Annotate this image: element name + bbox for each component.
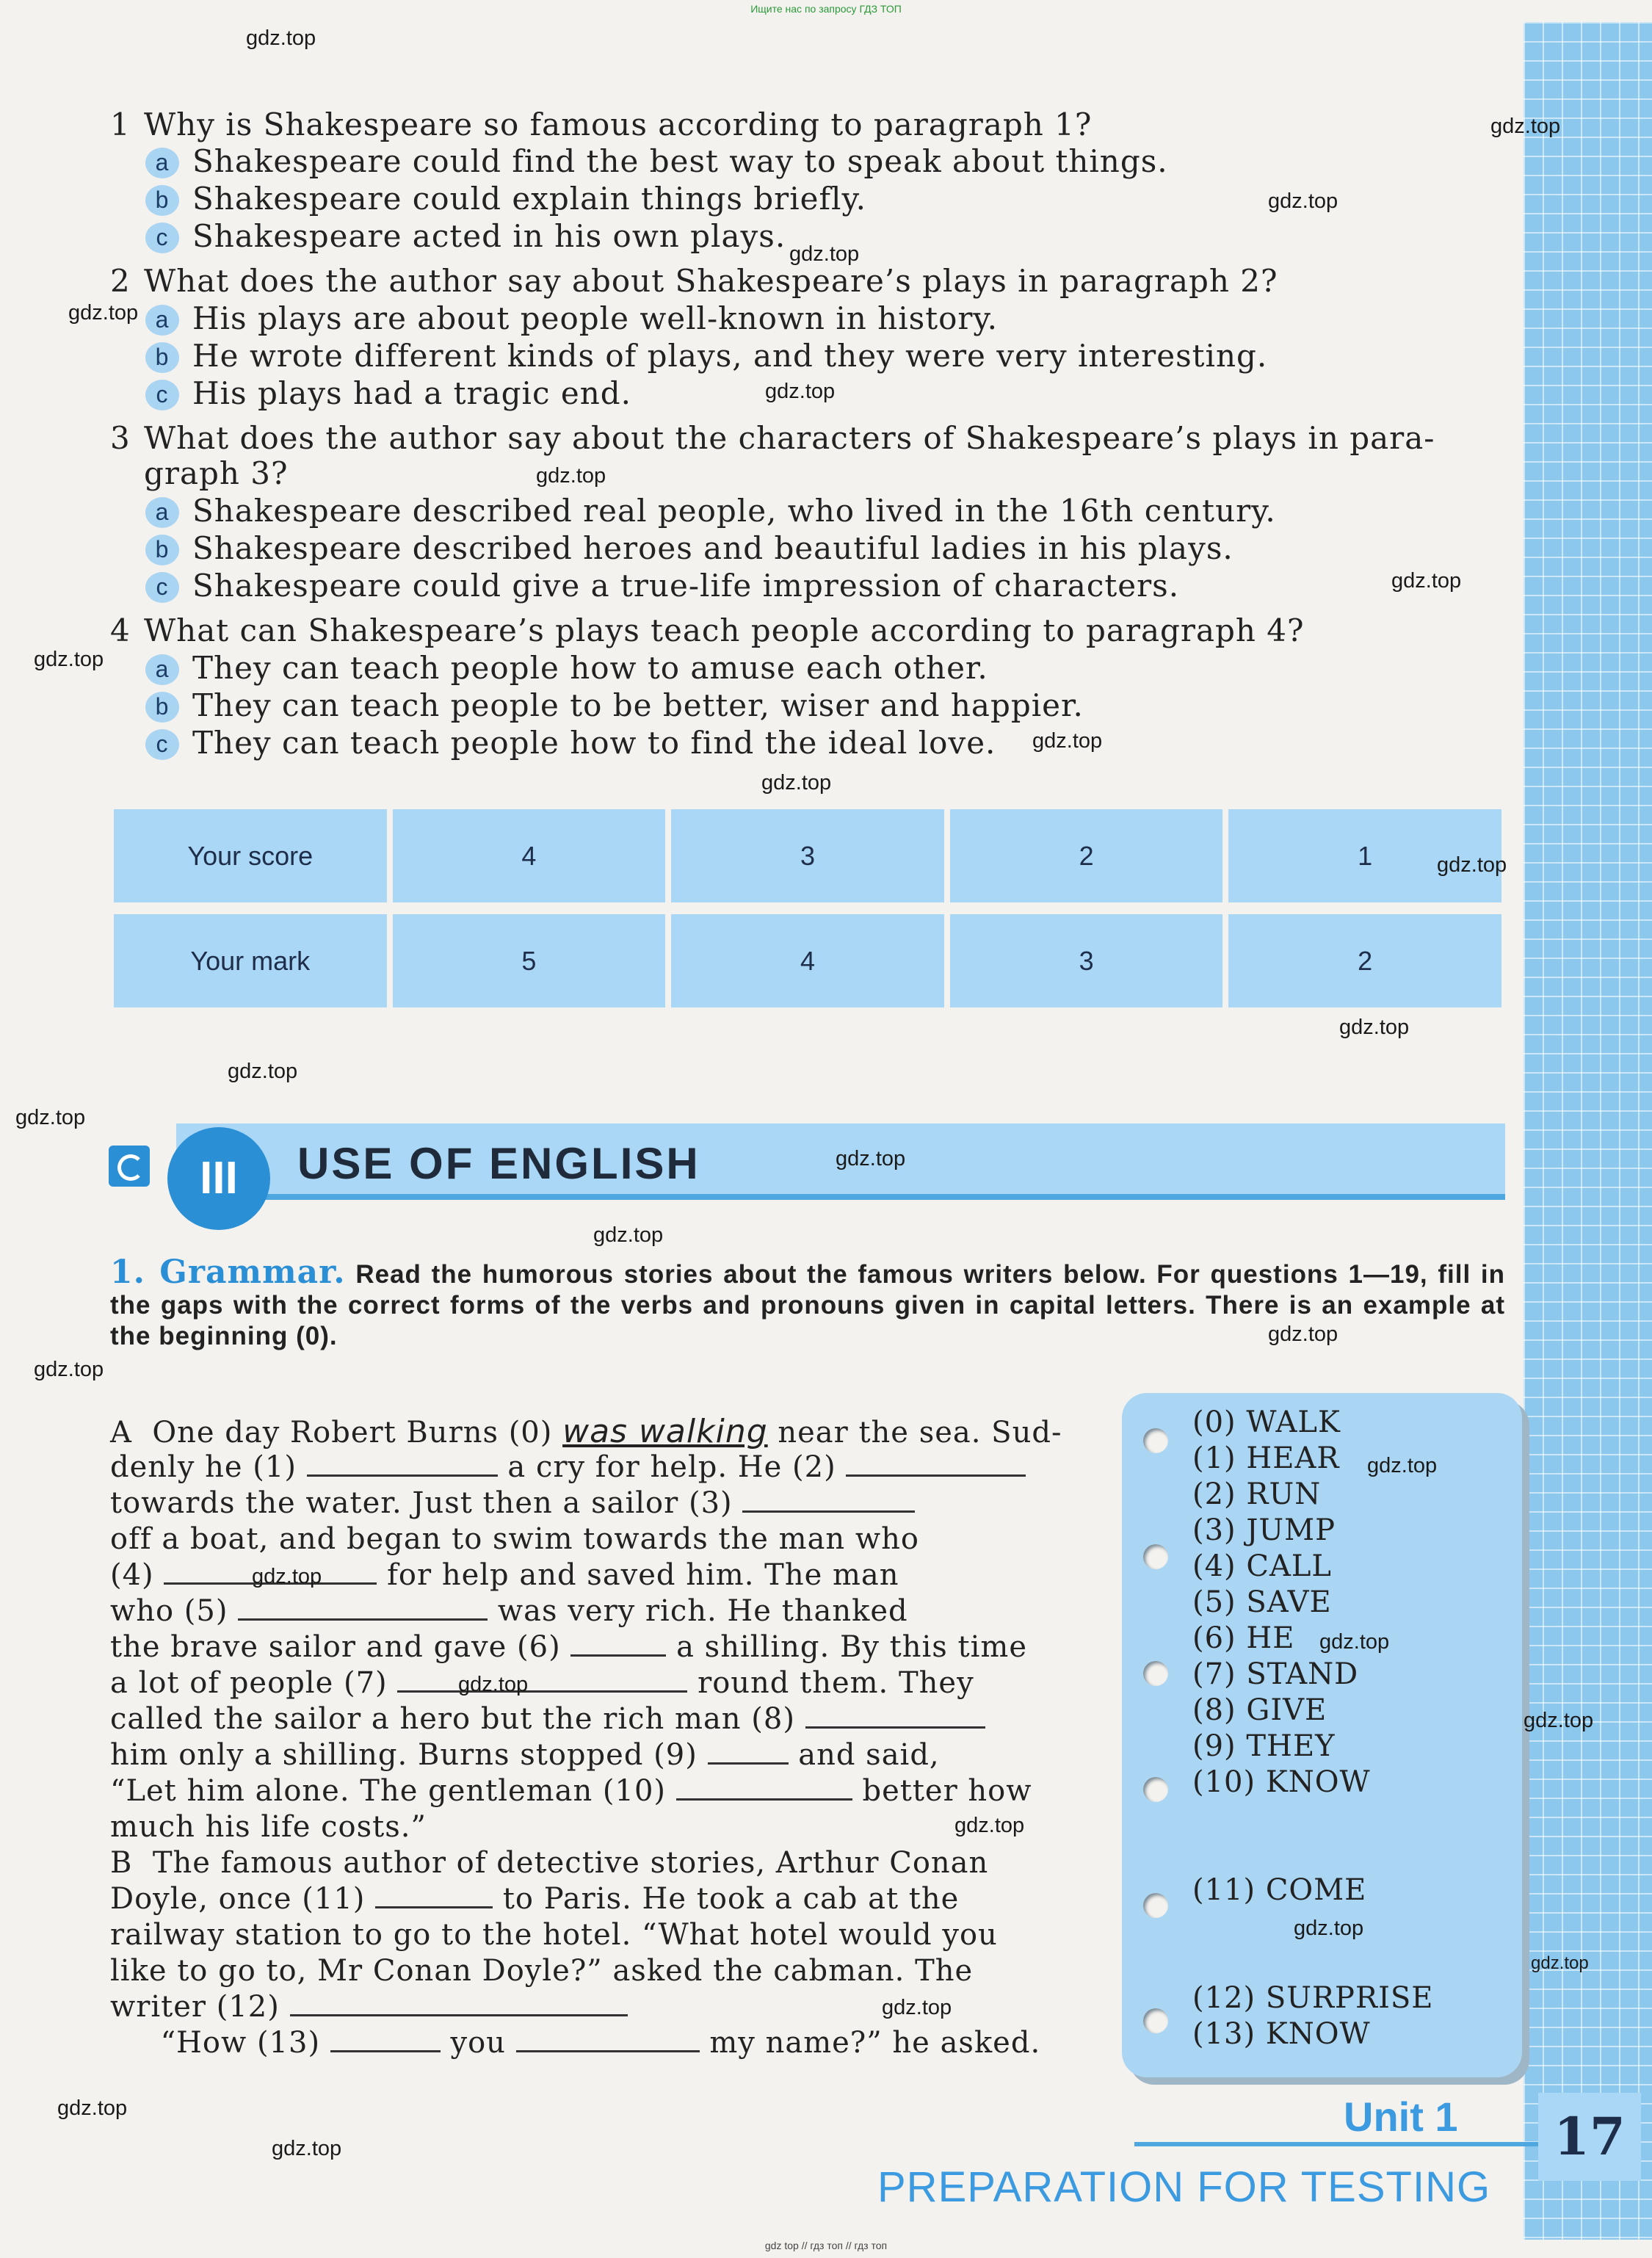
watermark: gdz.top (761, 771, 832, 795)
story-text-segment: my name?” he asked. (699, 2026, 1041, 2060)
watermark: gdz.top (228, 1060, 298, 1083)
story-text-segment: better how (852, 1774, 1032, 1808)
question-4: 4 What can Shakespeare’s plays teach people according to paragraph 4? (110, 612, 1305, 648)
score-table (114, 809, 1501, 1007)
question-3-continued: graph 3? (144, 455, 289, 491)
story-text-segment: was very rich. He thanked (488, 1594, 908, 1628)
story-text-segment: much his life costs.” (110, 1810, 427, 1844)
task-text: Read the humorous stories about the famous writers below. For questions 1—19, fill in the gaps with the correct forms of the verbs and pronouns given in capital letters. There is an example at the beginning (0). (110, 1260, 1506, 1350)
story-text-segment: off a boat, and began to swim towards the man who (110, 1522, 919, 1556)
story-line (110, 1809, 1046, 1845)
story-text-segment: railway station to go to the hotel. “What hotel would you (110, 1918, 998, 1952)
story-line (110, 1701, 1046, 1737)
story-text-segment: “How (13) (110, 2026, 330, 2060)
watermark: gdz.top (15, 1106, 86, 1129)
watermark: gdz.top (34, 648, 104, 671)
story-text-segment: round them. They (687, 1666, 974, 1700)
mark-cell: 5 (393, 914, 666, 1007)
score-cell: 3 (671, 809, 944, 902)
panel-word: (7) STAND (1192, 1657, 1359, 1691)
option-3b[interactable]: b Shakespeare described heroes and beautiful ladies in his plays. (145, 530, 1526, 567)
answer-gap-input[interactable] (307, 1452, 498, 1477)
watermark: gdz.top (1391, 569, 1462, 593)
score-cell: 4 (393, 809, 666, 902)
story-line (110, 1953, 1046, 1989)
watermark: gdz.top (1490, 115, 1561, 138)
story-text-segment: called the sailor a hero but the rich man (8) (110, 1702, 805, 1736)
header-note: Ищите нас по запросу ГДЗ ТОП (750, 3, 902, 15)
option-4a[interactable]: a They can teach people how to amuse each other. (145, 650, 1526, 687)
footer-section-title: PREPARATION FOR TESTING (877, 2163, 1491, 2211)
score-cell: 2 (950, 809, 1223, 902)
footer-note: gdz top // гдз топ // гдз топ (764, 2240, 888, 2251)
mark-cell: 4 (671, 914, 944, 1007)
watermark: gdz.top (593, 1223, 664, 1247)
watermark: gdz.top (954, 1814, 1025, 1837)
score-label: Your score (114, 809, 387, 902)
option-3c[interactable]: c Shakespeare could give a true-life impression of characters. (145, 568, 1526, 604)
watermark: gdz.top (1319, 1630, 1390, 1654)
story-text-segment: A One day Robert Burns (0) (110, 1416, 563, 1450)
answer-gap-input[interactable] (676, 1776, 852, 1801)
watermark: gdz.top (1032, 729, 1103, 753)
question-3: 3 What does the author say about the characters of Shakespeare’s plays in para- (110, 420, 1435, 456)
binder-hole-icon (1143, 1893, 1168, 1918)
mark-cell: 3 (950, 914, 1223, 1007)
watermark: gdz.top (1268, 189, 1338, 213)
audio-disc-icon (109, 1146, 150, 1187)
story-line (110, 1557, 1046, 1593)
answer-gap-input[interactable] (290, 1992, 628, 2016)
watermark: gdz.top (68, 301, 139, 325)
story-text-segment: B The famous author of detective stories, Arthur Conan (110, 1846, 989, 1880)
option-2b[interactable]: b He wrote different kinds of plays, and they were very interesting. (145, 338, 1526, 374)
story-text-segment: near the sea. Sud- (767, 1416, 1062, 1450)
binder-hole-icon (1143, 2008, 1168, 2033)
story-text-segment: to Paris. He took a cab at the (493, 1882, 960, 1916)
story-text-segment: like to go to, Mr Conan Doyle?” asked the cabman. The (110, 1954, 974, 1988)
panel-word: (0) WALK (1192, 1405, 1341, 1439)
panel-word: (2) RUN (1192, 1477, 1322, 1511)
binder-hole-icon (1143, 1544, 1168, 1569)
page-number: 17 (1538, 2093, 1641, 2181)
watermark: gdz.top (1339, 1016, 1410, 1039)
panel-word: (13) KNOW (1192, 2017, 1371, 2051)
watermark: gdz.top (252, 1565, 322, 1588)
story-line (110, 1665, 1046, 1701)
binder-hole-icon (1143, 1777, 1168, 1802)
story-text-segment: him only a shilling. Burns stopped (9) (110, 1738, 708, 1772)
watermark: gdz.top (765, 380, 836, 403)
question-1: 1 Why is Shakespeare so famous according to paragraph 1? (110, 106, 1093, 142)
story-line (110, 1845, 1046, 1881)
answer-gap-input[interactable] (397, 1668, 687, 1693)
story-text-segment: a shilling. By this time (666, 1630, 1027, 1664)
answer-gap-input[interactable] (805, 1704, 985, 1729)
watermark: gdz.top (836, 1147, 906, 1170)
watermark: gdz.top (1524, 1709, 1594, 1732)
watermark: gdz.top (1367, 1454, 1438, 1477)
answer-gap-input[interactable] (846, 1452, 1026, 1477)
story-text-segment: and said, (788, 1738, 940, 1772)
story-line (110, 1450, 1046, 1486)
story-text-segment: a cry for help. He (2) (497, 1450, 847, 1484)
story-line (110, 1593, 1046, 1629)
panel-word: (1) HEAR (1192, 1441, 1340, 1475)
answer-gap-input[interactable] (375, 1884, 493, 1908)
watermark: gdz.top (34, 1358, 104, 1381)
watermark: gdz.top (1294, 1917, 1364, 1940)
section-title: USE OF ENGLISH (297, 1139, 700, 1188)
story-line (110, 1737, 1046, 1773)
story-line (110, 1486, 1046, 1521)
story-line (110, 1521, 1046, 1557)
binder-hole-icon (1143, 1661, 1168, 1686)
example-answer: was walking (562, 1413, 768, 1450)
option-4b[interactable]: b They can teach people to be better, wiser and happier. (145, 687, 1526, 724)
unit-label: Unit 1 (1344, 2094, 1458, 2140)
watermark: gdz.top (882, 1996, 952, 2019)
panel-word: (6) HE (1192, 1621, 1295, 1655)
story-line (110, 1629, 1046, 1665)
unit-divider (1134, 2142, 1553, 2146)
answer-gap-input[interactable] (570, 1632, 666, 1657)
story-text-segment: the brave sailor and gave (6) (110, 1630, 571, 1664)
story-text-segment: writer (12) (110, 1990, 290, 2024)
decorative-grid-strip (1524, 22, 1652, 2240)
story-text-segment: “Let him alone. The gentleman (10) (110, 1774, 676, 1808)
answer-gap-input[interactable] (708, 1740, 789, 1765)
story-text-segment: for help and saved him. The man (377, 1558, 899, 1592)
question-2: 2 What does the author say about Shakespeare’s plays in paragraph 2? (110, 263, 1278, 299)
answer-gap-input[interactable] (742, 1488, 915, 1513)
option-3a[interactable]: a Shakespeare described real people, who lived in the 16th century. (145, 493, 1526, 529)
option-1c[interactable]: c Shakespeare acted in his own plays. (145, 218, 1526, 255)
story-text-segment: denly he (1) (110, 1450, 307, 1484)
story-line (110, 1917, 1046, 1953)
story-line (110, 1773, 1046, 1809)
story-line (110, 1413, 1062, 1451)
panel-word: (5) SAVE (1192, 1585, 1332, 1619)
panel-word: (9) THEY (1192, 1729, 1336, 1763)
mark-label: Your mark (114, 914, 387, 1007)
watermark: gdz.top (1437, 853, 1507, 877)
panel-word: (8) GIVE (1192, 1693, 1327, 1727)
story-text-segment: towards the water. Just then a sailor (3) (110, 1486, 743, 1520)
watermark: gdz.top (272, 2137, 342, 2160)
answer-gap-input[interactable] (238, 1596, 488, 1621)
story-line (110, 2025, 1046, 2061)
panel-word: (4) CALL (1192, 1549, 1332, 1583)
option-4c[interactable]: c They can teach people how to find the ideal love. (145, 725, 1526, 761)
binder-hole-icon (1143, 1428, 1168, 1453)
panel-word: (11) COME (1192, 1873, 1367, 1907)
story-text-segment: you (440, 2026, 516, 2060)
panel-word: (12) SURPRISE (1192, 1981, 1434, 2015)
watermark: gdz.top (57, 2096, 128, 2120)
story-text-segment: (4) (110, 1558, 164, 1592)
option-1a[interactable]: a Shakespeare could find the best way to speak about things. (145, 143, 1526, 180)
watermark: gdz.top (1531, 1953, 1589, 1973)
watermark: gdz.top (536, 464, 606, 488)
panel-word: (10) KNOW (1192, 1765, 1371, 1799)
option-2a[interactable]: a His plays are about people well-known in history. (145, 300, 1526, 337)
watermark: gdz.top (246, 26, 316, 50)
score-cell: 1 (1228, 809, 1501, 902)
mark-cell: 2 (1228, 914, 1501, 1007)
answer-gap-input[interactable] (330, 2028, 441, 2052)
option-2c[interactable]: c His plays had a tragic end. (145, 375, 1526, 412)
task-heading: 1. Grammar. (110, 1253, 346, 1291)
story-text-segment: Doyle, once (11) (110, 1882, 376, 1916)
section-number: III (167, 1127, 270, 1230)
story-text-segment: a lot of people (7) (110, 1666, 398, 1700)
panel-word: (3) JUMP (1192, 1513, 1336, 1547)
watermark: gdz.top (458, 1673, 529, 1696)
option-1b[interactable]: b Shakespeare could explain things briefly. (145, 181, 1526, 217)
story-text-segment: who (5) (110, 1594, 239, 1628)
story-line (110, 1881, 1046, 1917)
watermark: gdz.top (1268, 1322, 1338, 1346)
answer-gap-input[interactable] (516, 2028, 700, 2052)
watermark: gdz.top (789, 242, 860, 266)
